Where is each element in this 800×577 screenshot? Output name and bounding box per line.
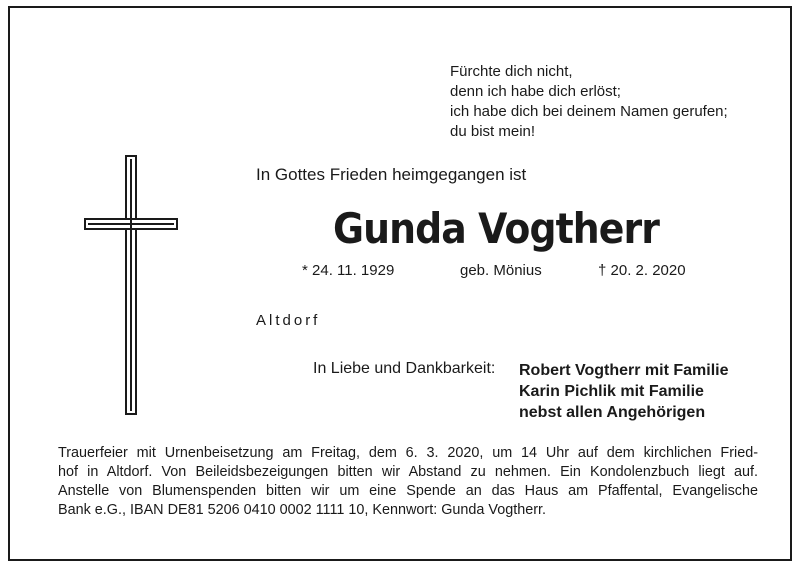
place-name: Altdorf — [256, 312, 321, 329]
deceased-name: Gunda Vogtherr — [332, 204, 660, 253]
details-line: Bank e.G., IBAN DE81 5206 0410 0002 1111 10, Kennwort: Gunda Vogtherr. — [58, 502, 547, 518]
bible-verse — [450, 62, 728, 142]
mourners-label: In Liebe und Dankbarkeit: — [313, 360, 496, 377]
verse-line: ich habe dich bei deinem Namen gerufen; — [450, 103, 728, 120]
verse-line: denn ich habe dich erlöst; — [450, 83, 621, 100]
details-line: Trauerfeier mit Urnenbeisetzung am Freitag, dem 6. 3. 2020, um 14 Uhr auf dem kirchlichen Fried- — [58, 445, 758, 461]
maiden-name: geb. Mönius — [460, 262, 542, 279]
cross-icon — [84, 155, 178, 415]
intro-text: In Gottes Frieden heimgegangen ist — [256, 165, 527, 184]
obituary-notice — [8, 6, 792, 561]
details-line: Anstelle von Blumenspenden bitten wir um eine Spende an das Haus am Pfaffental, Evangelische — [58, 483, 758, 499]
verse-line: Fürchte dich nicht, — [450, 63, 573, 80]
birth-date: * 24. 11. 1929 — [302, 262, 395, 279]
funeral-details — [58, 444, 758, 520]
mourners-list — [519, 360, 729, 423]
verse-line: du bist mein! — [450, 123, 536, 140]
mourner-name: nebst allen Angehörigen — [519, 404, 706, 421]
death-date: † 20. 2. 2020 — [598, 262, 686, 279]
mourner-name: Karin Pichlik mit Familie — [519, 383, 704, 400]
details-line: hof in Altdorf. Von Beileidsbezeigungen bitten wir Abstand zu nehmen. Ein Kondolenzbuch liegt auf. — [58, 464, 758, 480]
mourner-name: Robert Vogtherr mit Familie — [519, 362, 729, 379]
